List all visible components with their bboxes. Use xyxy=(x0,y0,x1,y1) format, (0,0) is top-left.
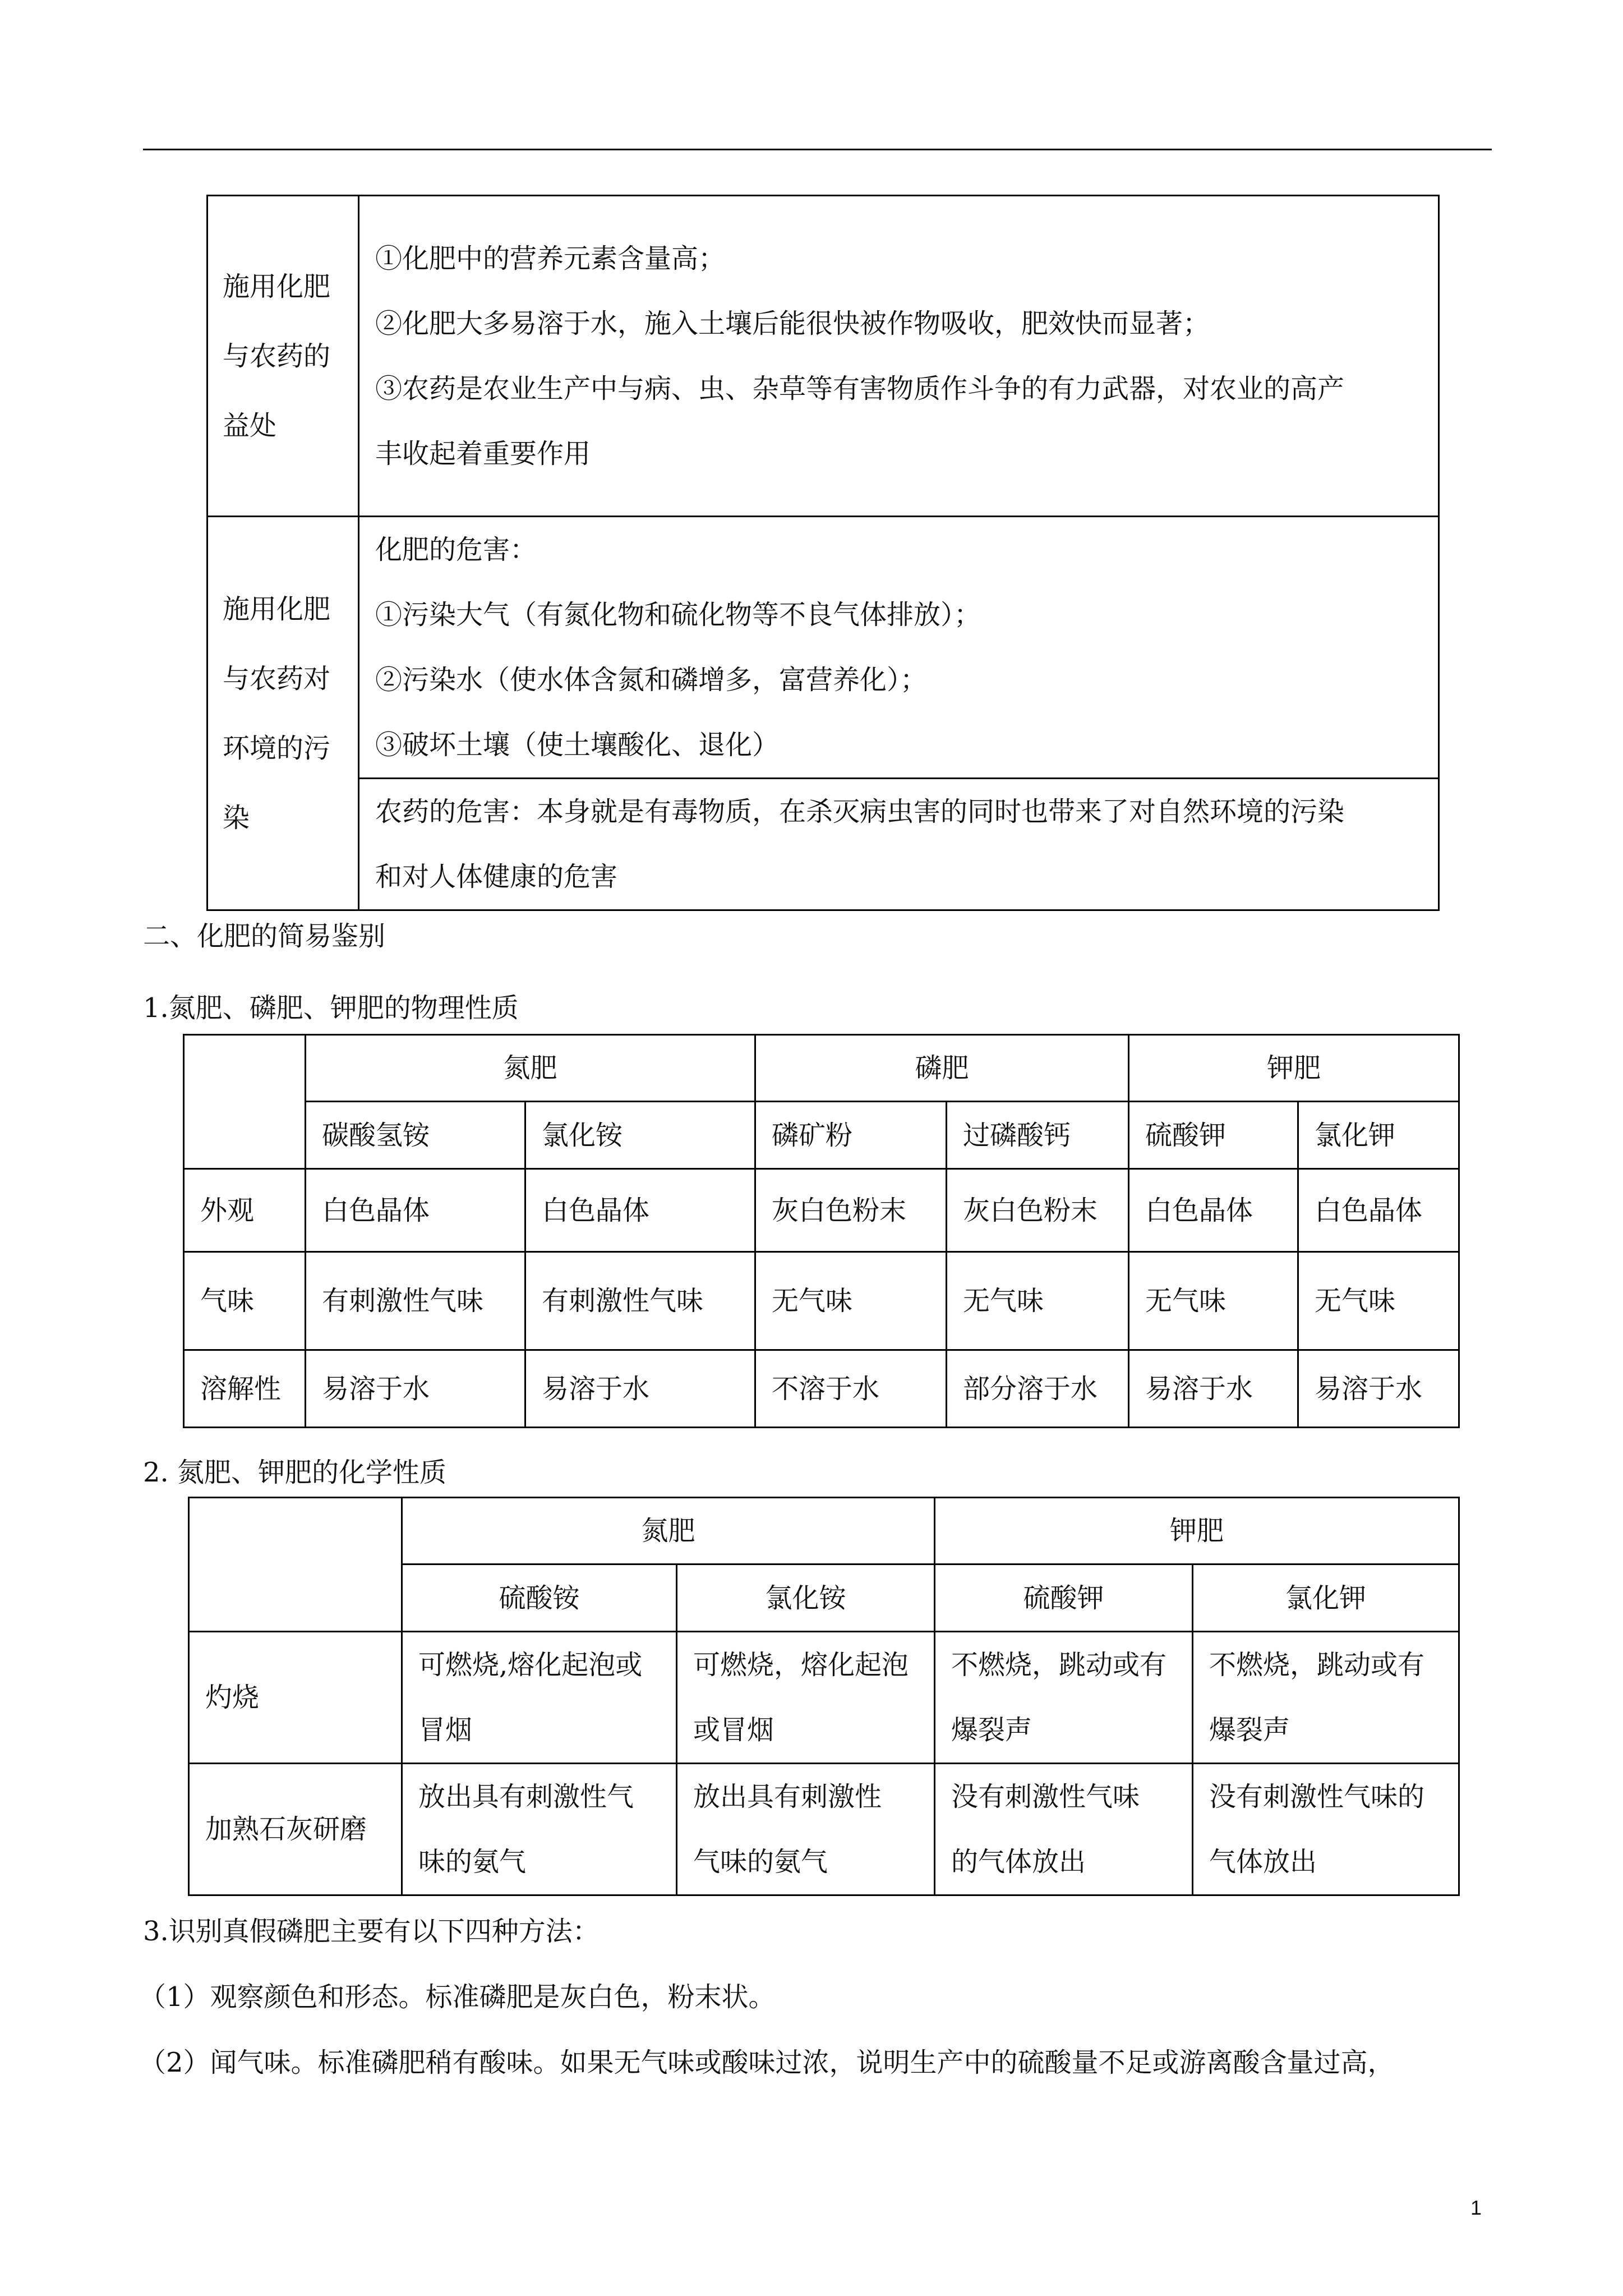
cell-line: 没有刺激性气味的 xyxy=(1209,1781,1425,1812)
table-cell xyxy=(677,1764,935,1895)
item-header: 氯化钾 xyxy=(1298,1102,1459,1169)
page-number: 1 xyxy=(1470,2196,1482,2219)
cell-line: 不燃烧，跳动或有 xyxy=(951,1649,1167,1681)
table-row xyxy=(208,779,1439,910)
table-cell: 易溶于水 xyxy=(525,1350,755,1428)
benefits-line: ③农药是农业生产中与病、虫、杂草等有害物质作斗争的有力武器，对农业的高产 xyxy=(375,372,1345,404)
benefits-line: ②化肥大多易溶于水，施入土壤后能很快被作物吸收，肥效快而显著； xyxy=(375,307,1210,339)
section2-title: 二、化肥的简易鉴别 xyxy=(143,921,386,952)
fertilizer-harm-line: ②污染水（使水体含氮和磷增多，富营养化）； xyxy=(375,664,928,696)
table-cell: 易溶于水 xyxy=(1129,1350,1298,1428)
table-cell xyxy=(935,1632,1193,1764)
table-row xyxy=(184,1252,1459,1350)
table-row xyxy=(184,1102,1459,1169)
method-item: （2）闻气味。标准磷肥稍有酸味。如果无气味或酸味过浓，说明生产中的硫酸量不足或游离酸含量过高， xyxy=(139,2047,1395,2078)
table-cell: 白色晶体 xyxy=(1298,1169,1459,1252)
pollution-label-line: 与农药对 xyxy=(223,662,331,694)
cell-line: 爆裂声 xyxy=(1209,1714,1290,1746)
pollution-label-line: 环境的污 xyxy=(223,732,331,764)
item-header: 氯化钾 xyxy=(1193,1565,1459,1632)
benefits-content-cell xyxy=(359,196,1439,517)
table-cell: 不溶于水 xyxy=(755,1350,947,1428)
benefits-label-line: 施用化肥 xyxy=(223,270,331,302)
fertilizer-harm-line: 化肥的危害： xyxy=(375,534,537,565)
table-cell: 部分溶于水 xyxy=(947,1350,1129,1428)
cell-line: 或冒烟 xyxy=(693,1714,774,1746)
cell-line: 没有刺激性气味 xyxy=(951,1781,1140,1812)
table-cell: 有刺激性气味 xyxy=(525,1252,755,1350)
item-header: 硫酸铵 xyxy=(402,1565,677,1632)
row-label: 加熟石灰研磨 xyxy=(189,1764,402,1895)
cell-line: 的气体放出 xyxy=(951,1846,1086,1878)
benefits-line: ①化肥中的营养元素含量高； xyxy=(375,242,726,274)
table-row xyxy=(189,1764,1459,1895)
chemical-properties-table xyxy=(188,1497,1460,1896)
item-header: 硫酸钾 xyxy=(935,1565,1193,1632)
physical-properties-title: 1.氮肥、磷肥、钾肥的物理性质 xyxy=(143,992,519,1024)
table-cell: 白色晶体 xyxy=(525,1169,755,1252)
table-row xyxy=(208,196,1439,517)
corner-cell xyxy=(189,1498,402,1632)
table-row xyxy=(189,1632,1459,1764)
row-label: 灼烧 xyxy=(189,1632,402,1764)
pesticide-harm-cell xyxy=(359,779,1439,910)
table-row xyxy=(189,1498,1459,1565)
cell-line: 放出具有刺激性 xyxy=(693,1781,882,1812)
item-header: 碳酸氢铵 xyxy=(306,1102,525,1169)
table-row xyxy=(184,1169,1459,1252)
table-cell: 灰白色粉末 xyxy=(947,1169,1129,1252)
group-header-phosphorus: 磷肥 xyxy=(755,1035,1129,1102)
item-header: 氯化铵 xyxy=(525,1102,755,1169)
table-row xyxy=(184,1350,1459,1428)
table-cell xyxy=(402,1764,677,1895)
table-cell xyxy=(677,1632,935,1764)
cell-line: 味的氨气 xyxy=(418,1846,527,1878)
table-cell: 无气味 xyxy=(755,1252,947,1350)
cell-line: 气味的氨气 xyxy=(693,1846,828,1878)
item-header: 硫酸钾 xyxy=(1129,1102,1298,1169)
benefits-line: 丰收起着重要作用 xyxy=(375,438,591,470)
pollution-label-line: 施用化肥 xyxy=(223,593,331,625)
table-cell: 易溶于水 xyxy=(306,1350,525,1428)
item-header: 过磷酸钙 xyxy=(947,1102,1129,1169)
row-label: 外观 xyxy=(184,1169,306,1252)
group-header-potassium: 钾肥 xyxy=(935,1498,1459,1565)
pesticide-harm-line: 和对人体健康的危害 xyxy=(375,861,618,892)
phosphate-methods-title: 3.识别真假磷肥主要有以下四种方法： xyxy=(143,1916,600,1947)
table-row xyxy=(184,1035,1459,1102)
table-cell: 易溶于水 xyxy=(1298,1350,1459,1428)
table-cell xyxy=(935,1764,1193,1895)
pollution-label-cell xyxy=(208,517,359,910)
corner-cell xyxy=(184,1035,306,1169)
fertilizer-harm-line: ①污染大气（有氮化物和硫化物等不良气体排放）； xyxy=(375,599,981,631)
fertilizer-harm-cell xyxy=(359,517,1439,779)
benefits-label-cell xyxy=(208,196,359,517)
table-cell: 白色晶体 xyxy=(1129,1169,1298,1252)
cell-line: 可燃烧，熔化起泡 xyxy=(693,1649,909,1681)
table-cell: 灰白色粉末 xyxy=(755,1169,947,1252)
row-label: 气味 xyxy=(184,1252,306,1350)
group-header-nitrogen: 氮肥 xyxy=(402,1498,935,1565)
table-cell xyxy=(402,1632,677,1764)
table-cell: 无气味 xyxy=(947,1252,1129,1350)
pesticide-harm-line: 农药的危害：本身就是有毒物质，在杀灭病虫害的同时也带来了对自然环境的污染 xyxy=(375,796,1345,827)
cell-line: 可燃烧,熔化起泡或 xyxy=(418,1649,643,1681)
benefits-pollution-table xyxy=(206,195,1440,911)
cell-line: 爆裂声 xyxy=(951,1714,1032,1746)
row-label: 溶解性 xyxy=(184,1350,306,1428)
cell-line: 不燃烧，跳动或有 xyxy=(1209,1649,1425,1681)
group-header-potassium: 钾肥 xyxy=(1129,1035,1459,1102)
table-cell: 无气味 xyxy=(1298,1252,1459,1350)
benefits-label-line: 与农药的 xyxy=(223,340,331,372)
group-header-nitrogen: 氮肥 xyxy=(306,1035,755,1102)
cell-line: 气体放出 xyxy=(1209,1846,1317,1878)
fertilizer-harm-line: ③破坏土壤（使土壤酸化、退化） xyxy=(375,729,780,761)
table-cell: 无气味 xyxy=(1129,1252,1298,1350)
cell-line: 冒烟 xyxy=(418,1714,473,1746)
header-rule xyxy=(143,149,1492,150)
table-cell xyxy=(1193,1632,1459,1764)
pollution-label-line: 染 xyxy=(223,802,250,834)
table-cell xyxy=(1193,1764,1459,1895)
method-item: （1）观察颜色和形态。标准磷肥是灰白色，粉末状。 xyxy=(139,1981,776,2013)
cell-line: 放出具有刺激性气 xyxy=(418,1781,634,1812)
item-header: 磷矿粉 xyxy=(755,1102,947,1169)
benefits-label-line: 益处 xyxy=(223,409,277,441)
table-cell: 有刺激性气味 xyxy=(306,1252,525,1350)
table-row xyxy=(208,517,1439,779)
table-cell: 白色晶体 xyxy=(306,1169,525,1252)
physical-properties-table xyxy=(183,1034,1460,1428)
item-header: 氯化铵 xyxy=(677,1565,935,1632)
chemical-properties-title: 2. 氮肥、钾肥的化学性质 xyxy=(143,1457,447,1488)
